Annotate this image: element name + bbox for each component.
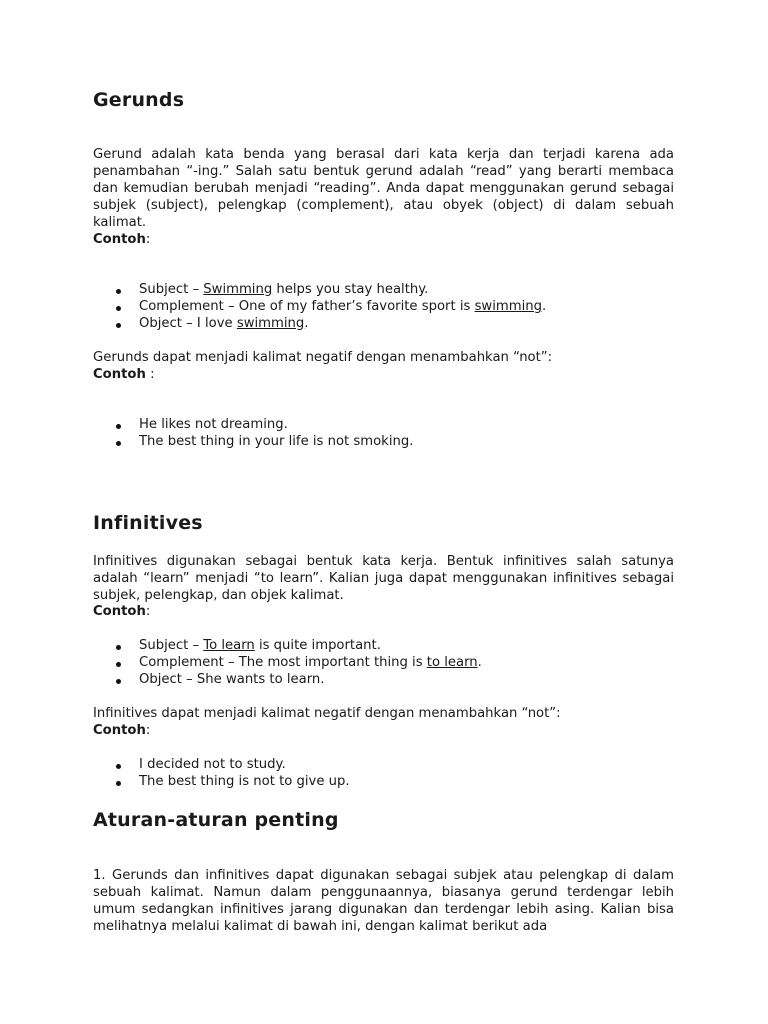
list-item <box>93 298 674 315</box>
underlined-word: to learn <box>426 655 478 670</box>
gerunds-example-label <box>93 231 674 248</box>
gerunds-negative-label <box>93 366 674 383</box>
example-label-colon: : <box>145 723 151 738</box>
item-text: Subject – <box>139 282 204 297</box>
item-text: is quite important. <box>254 638 381 653</box>
example-label-colon: : <box>145 232 151 247</box>
list-item <box>93 637 674 654</box>
list-item: The best thing in your life is not smoking. <box>93 433 674 450</box>
item-text: Object – I love <box>139 316 237 331</box>
infinitives-negative-intro: Infinitives dapat menjadi kalimat negatif dengan menambahkan “not”: <box>93 706 561 721</box>
gerunds-intro: Gerund adalah kata benda yang berasal dari kata kerja dan terjadi karena ada penambahan “-ing.” Salah satu bentuk gerund adalah “read” yang berarti membaca dan kemudian berubah menjadi “reading”. Anda dapat menggunakan gerund sebagai subjek (subject), pelengkap (complement), atau obyek (object) di dalam sebuah kalimat. <box>93 147 674 230</box>
list-item: He likes not dreaming. <box>93 416 674 433</box>
item-text: . <box>541 299 547 314</box>
list-item <box>93 671 674 688</box>
example-label-colon: : <box>145 604 151 619</box>
item-text: . <box>477 655 482 670</box>
item-text: helps you stay healthy. <box>272 282 429 297</box>
list-item: I decided not to study. <box>93 756 674 773</box>
underlined-word: swimming <box>236 316 305 331</box>
infinitives-intro: Infinitives digunakan sebagai bentuk kata kerja. Bentuk infinitives salah satunya adalah “learn” menjadi “to learn”. Kalian juga dapat menggunakan infinitives sebagai subjek, pelengkap, dan objek kalimat. <box>93 554 674 603</box>
rules-heading: Aturan-aturan penting <box>93 809 339 831</box>
example-label-text: Contoh <box>93 232 146 247</box>
underlined-word: swimming <box>474 299 542 314</box>
example-label-text: Contoh <box>93 723 146 738</box>
list-item <box>93 315 674 332</box>
item-text: Object – She wants to learn. <box>139 672 325 687</box>
gerunds-heading: Gerunds <box>93 89 185 111</box>
infinitives-negative-list <box>93 756 674 790</box>
item-text: Subject – <box>139 638 204 653</box>
example-label-colon: : <box>145 367 155 382</box>
infinitives-example-list <box>93 637 674 688</box>
item-text: Complement – One of my father’s favorite sport is <box>139 299 475 314</box>
infinitives-example-label <box>93 603 674 620</box>
list-item <box>93 654 674 671</box>
example-label-text: Contoh <box>93 367 146 382</box>
example-label-text: Contoh <box>93 604 146 619</box>
item-text: Complement – The most important thing is <box>139 655 427 670</box>
underlined-word: To learn <box>203 638 255 653</box>
item-text: . <box>304 316 309 331</box>
gerunds-example-list <box>93 281 674 332</box>
infinitives-negative-label <box>93 722 674 739</box>
infinitives-heading: Infinitives <box>93 512 203 534</box>
underlined-word: Swimming <box>203 282 273 297</box>
rules-paragraph: 1. Gerunds dan infinitives dapat digunakan sebagai subjek atau pelengkap di dalam sebuah kalimat. Namun dalam penggunaannya, biasanya gerund terdengar lebih umum sedangkan infinitives jarang digunakan dan terdengar lebih asing. Kalian bisa melihatnya melalui kalimat di bawah ini, dengan kalimat berikut ada <box>93 868 674 934</box>
list-item <box>93 281 674 298</box>
gerunds-negative-intro: Gerunds dapat menjadi kalimat negatif dengan menambahkan “not”: <box>93 350 553 365</box>
gerunds-negative-list <box>93 416 674 450</box>
list-item: The best thing is not to give up. <box>93 773 674 790</box>
